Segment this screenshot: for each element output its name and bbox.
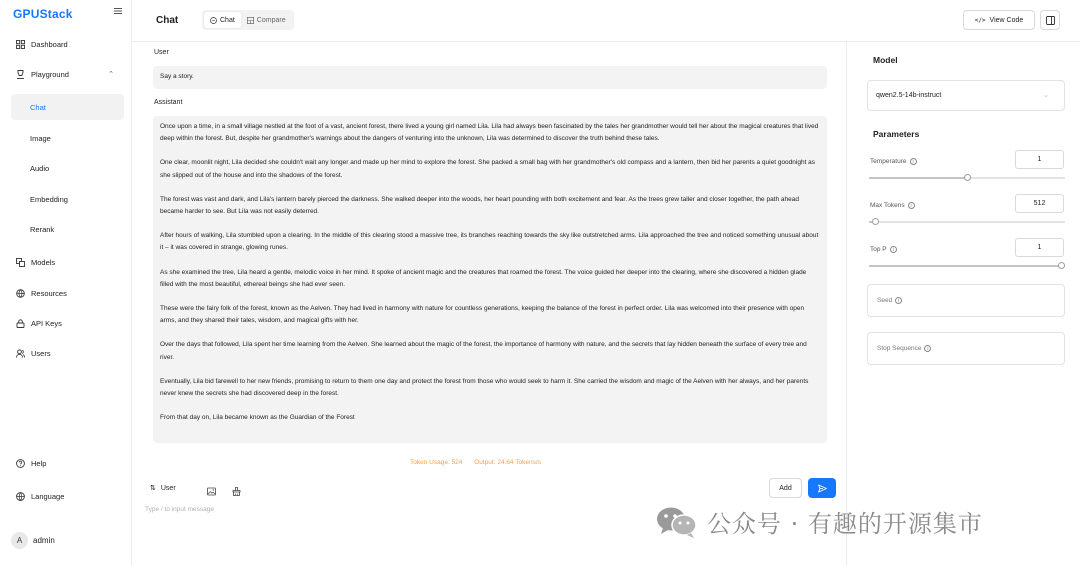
sidebar-item-label: Language — [31, 491, 65, 501]
watermark — [655, 504, 983, 539]
avatar[interactable]: A — [11, 532, 28, 549]
temperature-input[interactable]: 1 — [1015, 150, 1064, 169]
message-paragraph: The forest was vast and dark, and Lila's lantern barely pierced the darkness. She walked deeper into the woods, her heart pounding with both excitement and fear. As the trees grew taller and closer together, the path ahead became harder to see. But Lila was not easily deterred. — [160, 195, 799, 216]
role-switch[interactable] — [150, 484, 176, 492]
view-code-button[interactable] — [963, 10, 1035, 30]
seed-field[interactable] — [867, 284, 1065, 317]
sidebar-item-label: Rerank — [30, 224, 55, 234]
message-paragraph: After hours of walking, Lila stumbled upon a clearing. In the middle of this clearing stood a massive tree, its branches reaching towards the sky like outstretched arms. Lila approached the tree and noticed something unusual about it – it was covered in strange, glowing runes. — [160, 232, 819, 252]
tab-compare[interactable] — [241, 12, 292, 28]
message-text: Say a story. — [160, 73, 194, 80]
message-paragraph: As she examined the tree, Lila heard a gentle, melodic voice in her mind. It spoke of ancient magic and the creatures that roamed the forest. The voice guided her deeper into the clearing, where she discovered a hidden glade filled with the most beautiful, ethereal beings she had ever seen. — [160, 268, 807, 288]
language-icon — [15, 491, 25, 501]
mode-switch — [202, 10, 294, 30]
upload-image-button[interactable] — [207, 483, 216, 501]
message-paragraph: Once upon a time, in a small village nestled at the foot of a vast, ancient forest, there lived a young girl named Lila. Lila had always been fascinated by the tales her grandmother would tell her about the magical creatures that lived deep within the forest. But, despite her grandmother's warnings about the dangers of venturing into the unknown, Lila was determined to discover the truth behind these tales. — [160, 123, 819, 143]
token-usage — [410, 459, 551, 466]
image-icon — [207, 487, 216, 496]
send-button[interactable] — [808, 478, 836, 498]
send-icon — [818, 484, 827, 493]
collapse-sidebar-button[interactable] — [114, 6, 122, 18]
seed-label: Seed — [877, 297, 893, 304]
sidebar-item-dashboard[interactable] — [11, 31, 124, 57]
role-label: User — [160, 484, 176, 492]
slider-handle[interactable] — [964, 174, 971, 181]
sidebar-item-chat[interactable] — [11, 94, 124, 120]
model-select[interactable] — [867, 80, 1065, 111]
stop-sequence-label: Stop Sequence — [877, 345, 922, 352]
sidebar-item-label: Embedding — [30, 194, 68, 204]
message-paragraph: Over the days that followed, Lila spent her time learning from the Aelven. She learned about the magic of the forest, the importance of harmony with nature, and the secrets that lay hidden beneath the surface of every tree and river. — [160, 341, 807, 361]
token-count: Token Usage: 524 — [410, 459, 463, 466]
slider-handle[interactable] — [1058, 262, 1065, 269]
compare-icon — [247, 17, 254, 24]
info-icon[interactable]: i — [890, 246, 897, 253]
sidebar-item-label: Chat — [30, 102, 46, 112]
sidebar-item-label: Help — [31, 458, 47, 468]
help-icon — [15, 458, 25, 468]
param-label: Top P — [870, 246, 887, 253]
sidebar-item-embedding[interactable] — [11, 186, 124, 212]
users-icon — [15, 348, 25, 358]
sidebar-item-resources[interactable] — [11, 280, 124, 306]
tab-chat[interactable] — [204, 12, 241, 28]
sidebar-item-label: Users — [31, 348, 51, 358]
resources-icon — [15, 288, 25, 298]
user-name[interactable]: admin — [33, 536, 55, 545]
clear-icon — [232, 487, 241, 496]
swap-icon: ⇅ — [150, 485, 156, 492]
top-p-label — [870, 246, 897, 253]
slider-fill — [869, 177, 967, 179]
add-message-button[interactable]: Add — [769, 478, 802, 498]
sidebar-item-label: Image — [30, 133, 51, 143]
sidebar-item-label: Audio — [30, 163, 50, 173]
sidebar-item-models[interactable] — [11, 249, 124, 275]
max-tokens-slider[interactable] — [869, 221, 1065, 223]
dashboard-icon — [15, 39, 25, 49]
playground-icon — [15, 69, 25, 79]
page-title: Chat — [156, 15, 179, 26]
param-label: Max Tokens — [870, 202, 905, 209]
info-icon[interactable]: i — [895, 297, 902, 304]
top-p-slider[interactable] — [869, 265, 1065, 267]
parameters-panel — [846, 42, 1080, 565]
model-value: qwen2.5-14b-instruct — [876, 92, 942, 99]
sidebar-item-label: Dashboard — [31, 39, 68, 49]
chat-icon — [210, 17, 217, 24]
message-paragraph: These were the fairy folk of the forest, known as the Aelven. They had lived in harmony with nature for countless generations, keeping the balance of the forest in perfect order. Lila was welcomed into their presence with open arms, and they shared their tales, wisdom, and magical gifts with her. — [160, 305, 805, 325]
parameters-title: Parameters — [873, 129, 920, 139]
code-icon: </> — [974, 16, 986, 24]
toggle-panel-button[interactable] — [1040, 10, 1060, 30]
sidebar-item-playground[interactable] — [11, 61, 124, 87]
temperature-label — [870, 158, 917, 165]
sidebar-item-help[interactable] — [11, 450, 124, 476]
stop-sequence-field[interactable] — [867, 332, 1065, 365]
tab-label: Compare — [256, 16, 286, 24]
sidebar-item-rerank[interactable] — [11, 216, 124, 242]
sidebar-item-label: Playground — [31, 69, 69, 79]
top-p-input[interactable]: 1 — [1015, 238, 1064, 257]
sidebar-item-users[interactable] — [11, 340, 124, 366]
temperature-slider[interactable] — [869, 177, 1065, 179]
logo: GPUStack — [13, 7, 73, 21]
sidebar-item-image[interactable] — [11, 125, 124, 151]
max-tokens-input[interactable]: 512 — [1015, 194, 1064, 213]
watermark-text: 公众号 · 有趣的开源集市 — [707, 510, 983, 538]
message-paragraph: One clear, moonlit night, Lila decided she couldn't wait any longer and made up her mind to explore the forest. She packed a small bag with her grandmother's old compass and a lantern, then bid her parents a quiet goodnight as she slipped out of the house and into the shadows of the forest. — [160, 159, 816, 179]
wechat-icon — [655, 505, 699, 539]
slider-fill — [869, 265, 1065, 267]
menu-icon — [114, 7, 122, 15]
message-role: Assistant — [154, 99, 183, 106]
sidebar-item-label: API Keys — [31, 318, 62, 328]
assistant-message[interactable] — [153, 116, 827, 443]
header — [132, 0, 1080, 42]
user-message[interactable] — [153, 66, 827, 89]
info-icon[interactable]: i — [924, 345, 931, 352]
sidebar-item-audio[interactable] — [11, 155, 124, 181]
sidebar-item-api-keys[interactable] — [11, 310, 124, 336]
sidebar-item-label: Resources — [31, 288, 67, 298]
message-role: User — [154, 49, 169, 56]
output-speed: Output: 24.64 Tokens/s — [474, 459, 541, 466]
param-label: Temperature — [870, 158, 907, 165]
slider-handle[interactable] — [872, 218, 879, 225]
chevron-up-icon: ⌃ — [108, 71, 114, 78]
models-icon — [15, 257, 25, 267]
sidebar — [0, 0, 132, 565]
info-icon[interactable]: i — [910, 158, 917, 165]
sidebar-item-language[interactable] — [11, 483, 124, 509]
api-keys-icon — [15, 318, 25, 328]
chevron-down-icon: ⌄ — [1043, 92, 1049, 99]
model-title: Model — [873, 55, 898, 65]
clear-button[interactable] — [232, 483, 241, 501]
view-code-label: View Code — [989, 16, 1024, 24]
panel-icon — [1046, 16, 1055, 25]
info-icon[interactable]: i — [908, 202, 915, 209]
message-paragraph: From that day on, Lila became known as the Guardian of the Forest — [160, 414, 355, 422]
max-tokens-label — [870, 202, 915, 209]
sidebar-item-label: Models — [31, 257, 56, 267]
message-paragraph: Eventually, Lila bid farewell to her new friends, promising to return to them one day and protect the forest from those who would seek to harm it. She carried the wisdom and magic of the Aelven with her always, and her parents never knew the secrets she had discovered deep in the forest. — [160, 377, 809, 398]
tab-label: Chat — [220, 16, 235, 24]
